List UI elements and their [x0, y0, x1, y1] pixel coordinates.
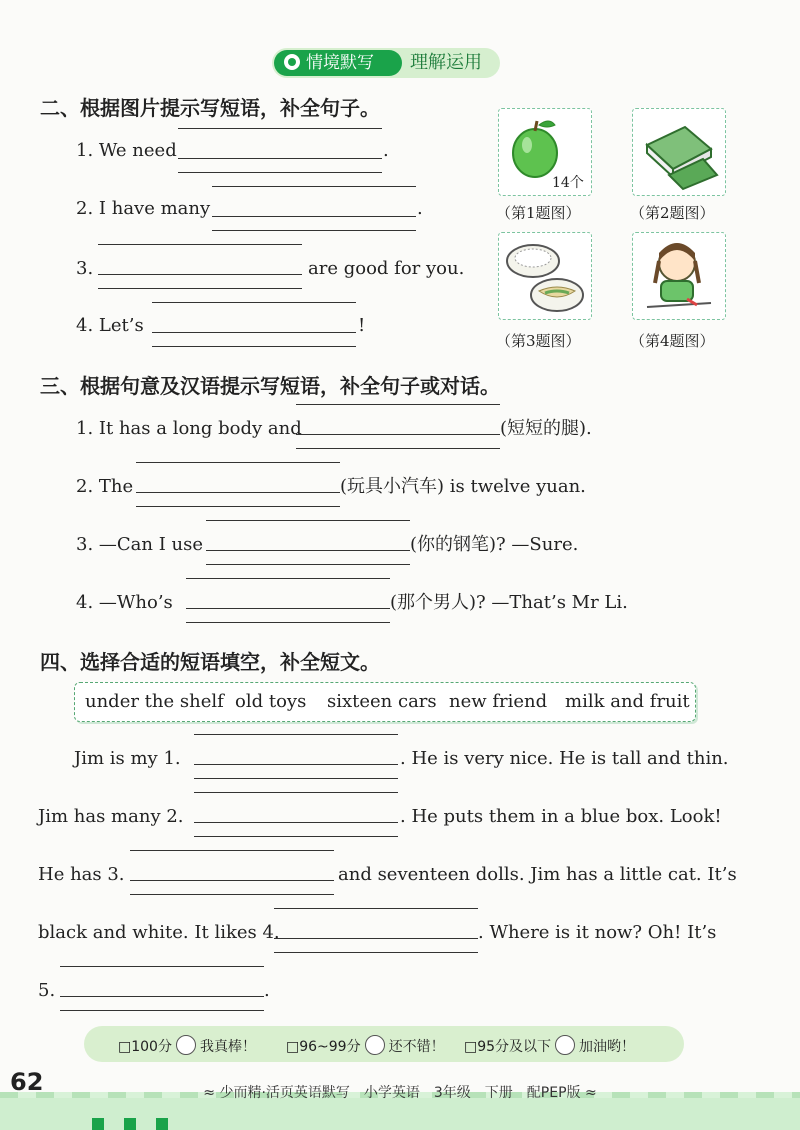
section3-title: 三、根据句意及汉语提示写短语，补全句子或对话。 — [40, 374, 500, 398]
s3-q4-post: (那个男人)? —That’s Mr Li. — [390, 592, 628, 613]
s4-p1-line-3 — [194, 778, 398, 779]
s3-q2-line-1 — [136, 462, 340, 463]
s2-q2-pre: 2. I have many — [76, 198, 211, 219]
s3-q1-post: (短短的腿). — [500, 418, 592, 439]
footer-band — [0, 1098, 800, 1130]
s2-q3-line-2 — [98, 274, 302, 275]
s4-p4-post: . Where is it now? Oh! It’s — [478, 922, 717, 943]
s2-q2-line-1 — [212, 186, 416, 187]
s3-q1-line-3 — [296, 448, 500, 449]
s3-q2-post: (玩具小汽车) is twelve yuan. — [340, 476, 586, 497]
s4-p2-line-1 — [194, 792, 398, 793]
s2-q4-line-2 — [152, 332, 356, 333]
s4-p1-line-1 — [194, 734, 398, 735]
s3-q1-line-2 — [296, 434, 500, 435]
s3-q3-line-2 — [206, 550, 410, 551]
word-bank-item: sixteen cars — [327, 691, 437, 712]
rice-and-noodles-icon — [499, 233, 591, 319]
s3-q3-post: (你的钢笔)? —Sure. — [410, 534, 579, 555]
s3-q1-line-1 — [296, 404, 500, 405]
s3-q2-line-2 — [136, 492, 340, 493]
s3-q3-line-3 — [206, 564, 410, 565]
picture-2-caption: （第2题图） — [630, 204, 715, 222]
footer-text: ≈ 少而精·活页英语默写 小学英语 3年级 下册 配PEP版 ≈ — [203, 1085, 597, 1101]
section2-title: 二、根据图片提示写短语，补全句子。 — [40, 96, 380, 120]
score-96-99-comment: 还不错！ — [388, 1039, 445, 1055]
books-icon — [633, 109, 725, 195]
page-number: 62 — [10, 1068, 44, 1096]
tag-application: 理解运用 — [410, 52, 482, 73]
score-96-99 — [286, 1035, 445, 1056]
s3-q1-pre: 1. It has a long body and — [76, 418, 302, 439]
word-bank — [74, 682, 696, 722]
score-95-comment: 加油哟！ — [579, 1039, 636, 1055]
s4-p5-post: . — [264, 980, 270, 1001]
girl-drawing-icon — [633, 233, 725, 319]
s4-p2-pre: Jim has many 2. — [38, 806, 184, 827]
picture-4-caption: （第4题图） — [630, 332, 715, 350]
s2-q1-post: . — [383, 140, 389, 161]
s4-p1-pre: Jim is my 1. — [74, 748, 181, 769]
section4-title: 四、选择合适的短语填空，补全短文。 — [40, 650, 380, 674]
score-95-box: □95分及以下 — [464, 1039, 552, 1055]
s2-q1-pre: 1. We need — [76, 140, 177, 161]
s2-q4-pre: 4. Let’s — [76, 315, 144, 336]
footer-mark — [92, 1118, 104, 1130]
s4-p3-line-3 — [130, 894, 334, 895]
s3-q2-pre: 2. The — [76, 476, 134, 497]
s3-q4-line-3 — [186, 622, 390, 623]
s4-p5-line-3 — [60, 1010, 264, 1011]
flower-icon — [284, 54, 300, 70]
picture-2 — [632, 108, 726, 196]
s4-p4-line-3 — [274, 952, 478, 953]
neutral-face-icon — [365, 1035, 385, 1055]
smile-face-icon — [176, 1035, 196, 1055]
s3-q3-pre: 3. —Can I use — [76, 534, 204, 555]
score-96-99-box: □96~99分 — [286, 1039, 361, 1055]
s4-p4-line-2 — [274, 938, 478, 939]
s4-p4-line-1 — [274, 908, 478, 909]
s2-q4-line-3 — [152, 346, 356, 347]
word-bank-item: old toys — [235, 691, 307, 712]
s2-q3-pre: 3. — [76, 258, 94, 279]
s2-q1-line-2 — [178, 158, 382, 159]
s4-p2-line-2 — [194, 822, 398, 823]
s4-p5-pre: 5. — [38, 980, 56, 1001]
score-bar — [84, 1026, 684, 1062]
s3-q2-line-3 — [136, 506, 340, 507]
s4-p2-post: . He puts them in a blue box. Look! — [400, 806, 722, 827]
score-100-comment: 我真棒！ — [199, 1039, 256, 1055]
picture-1-caption: （第1题图） — [496, 204, 581, 222]
picture-3-caption: （第3题图） — [496, 332, 581, 350]
s3-q4-pre: 4. —Who’s — [76, 592, 173, 613]
s2-q1-line-3 — [178, 172, 382, 173]
s4-p1-post: . He is very nice. He is tall and thin. — [400, 748, 729, 769]
score-100-box: □100分 — [118, 1039, 172, 1055]
s2-q3-line-1 — [98, 244, 302, 245]
word-bank-item: new friend — [449, 691, 548, 712]
s2-q3-line-3 — [98, 288, 302, 289]
s4-p3-post: and seventeen dolls. Jim has a little cat. It’s — [338, 864, 737, 885]
tag-dictation-label: 情境默写 — [306, 53, 374, 73]
s4-p5-line-1 — [60, 966, 264, 967]
s4-p3-line-2 — [130, 880, 334, 881]
s4-p3-line-1 — [130, 850, 334, 851]
s2-q4-line-1 — [152, 302, 356, 303]
s3-q4-line-2 — [186, 608, 390, 609]
picture-3 — [498, 232, 592, 320]
s2-q2-post: . — [417, 198, 423, 219]
s2-q1-line-1 — [178, 128, 382, 129]
picture-4 — [632, 232, 726, 320]
score-95-below — [464, 1035, 635, 1056]
s4-p2-line-3 — [194, 836, 398, 837]
s4-p5-line-2 — [60, 996, 264, 997]
tag-dictation — [274, 50, 402, 76]
picture-1-label: 14个 — [552, 175, 584, 191]
s2-q4-post: ! — [358, 315, 366, 336]
s3-q3-line-1 — [206, 520, 410, 521]
cheer-face-icon — [555, 1035, 575, 1055]
s4-p4-pre: black and white. It likes 4. — [38, 922, 280, 943]
word-bank-item: milk and fruit — [565, 691, 690, 712]
s3-q4-line-1 — [186, 578, 390, 579]
word-bank-item: under the shelf — [85, 691, 224, 712]
footer-mark — [124, 1118, 136, 1130]
s4-p3-pre: He has 3. — [38, 864, 125, 885]
s4-p1-line-2 — [194, 764, 398, 765]
s2-q3-post: are good for you. — [308, 258, 465, 279]
footer-mark — [156, 1118, 168, 1130]
s2-q2-line-2 — [212, 216, 416, 217]
s2-q2-line-3 — [212, 230, 416, 231]
score-100 — [118, 1035, 256, 1056]
